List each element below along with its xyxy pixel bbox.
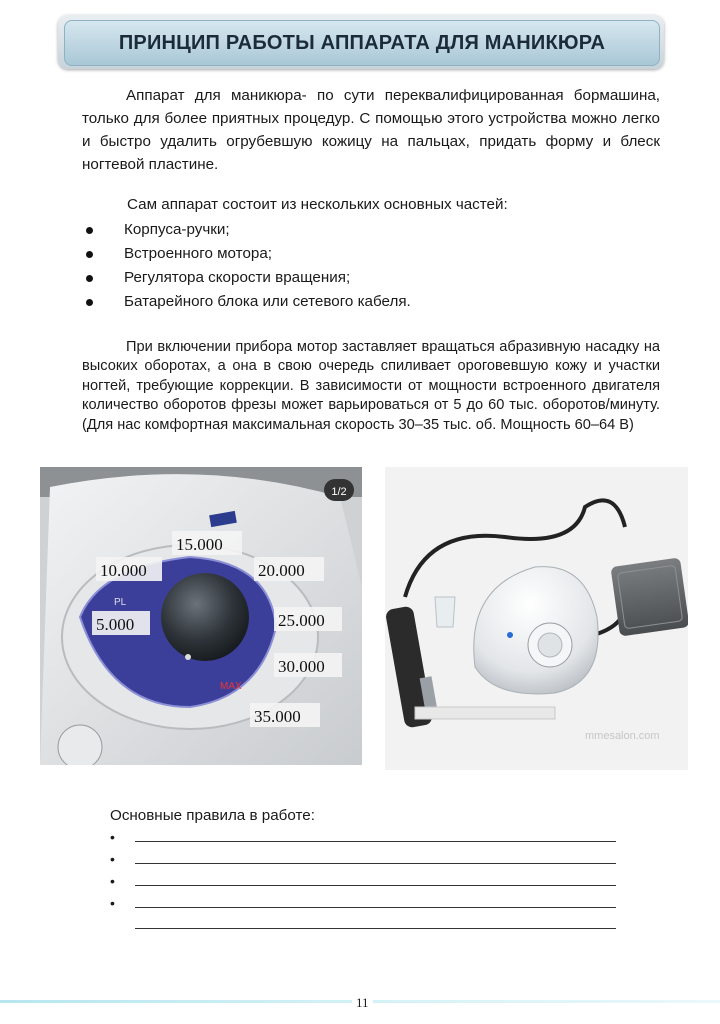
page-number: 11 xyxy=(352,995,373,1011)
blank-line xyxy=(135,863,616,864)
list-item-text: Корпуса-ручки; xyxy=(124,221,230,238)
dial-label-max: MAX xyxy=(220,681,242,692)
dial-label-pl: PL xyxy=(114,597,127,608)
list-item xyxy=(86,218,586,242)
bullet-icon xyxy=(86,251,93,258)
list-item xyxy=(86,242,586,266)
blank-line xyxy=(135,841,616,842)
list-item xyxy=(86,266,586,290)
list-item xyxy=(110,849,630,871)
device-illustration xyxy=(385,467,688,770)
list-item xyxy=(86,290,586,314)
blank-line xyxy=(135,907,616,908)
list-item-text: Встроенного мотора; xyxy=(124,245,273,262)
intro-paragraph: Аппарат для маникюра- по сути переквалифицированная бормашина, только для более приятных процедур. С помощью этого устройства можно легко и быстро удалить огрубевшую кожицу на пальцах, придать форму и блеск ногтевой пластине. xyxy=(82,87,660,173)
bullet-icon xyxy=(86,227,93,234)
bullet-icon: • xyxy=(110,829,115,845)
parts-intro: Сам аппарат состоит из нескольких основных частей: xyxy=(127,196,508,213)
rules-title: Основные правила в работе: xyxy=(110,807,315,824)
blank-line xyxy=(135,885,616,886)
bullet-icon xyxy=(86,299,93,306)
photo-badge: 1/2 xyxy=(331,486,347,498)
bullet-icon: • xyxy=(110,895,115,911)
title-banner xyxy=(64,20,660,66)
list-item-text: Регулятора скорости вращения; xyxy=(124,269,351,286)
device-photo xyxy=(385,467,688,770)
list-item xyxy=(110,871,630,893)
speed-dial-photo xyxy=(40,467,362,765)
speed-label: 30.000 xyxy=(278,657,325,676)
working-principle-paragraph: При включении прибора мотор заставляет вращаться абразивную насадку на высоких оборотах, а она в свою очередь спиливает ороговевшую кожу и участки ногтей, требующие коррекции. В зависимости от мощности встроенного двигателя количество оборотов фрезы может варьироваться от 5 до 60 тыс. оборотов/минуту. (Для нас комфортная максимальная скорость 30–35 тыс. об. Мощность 60–64 В) xyxy=(82,339,660,433)
speed-label: 20.000 xyxy=(258,561,305,580)
bullet-icon xyxy=(86,275,93,282)
blank-line xyxy=(135,928,616,929)
bullet-icon: • xyxy=(110,873,115,889)
page-title: ПРИНЦИП РАБОТЫ АППАРАТА ДЛЯ МАНИКЮРА xyxy=(118,31,606,54)
speed-label: 5.000 xyxy=(96,615,135,634)
bullet-icon: • xyxy=(110,851,115,867)
speed-label: 15.000 xyxy=(176,535,223,554)
rules-list xyxy=(110,827,630,915)
list-item xyxy=(110,827,630,849)
speed-label: 25.000 xyxy=(278,611,325,630)
list-item xyxy=(110,893,630,915)
photo-watermark: mmesalon.com xyxy=(585,730,660,742)
parts-list xyxy=(86,218,586,314)
speed-dial-illustration xyxy=(40,467,362,765)
speed-label: 10.000 xyxy=(100,561,147,580)
list-item-text: Батарейного блока или сетевого кабеля. xyxy=(124,293,411,310)
speed-label: 35.000 xyxy=(254,707,301,726)
